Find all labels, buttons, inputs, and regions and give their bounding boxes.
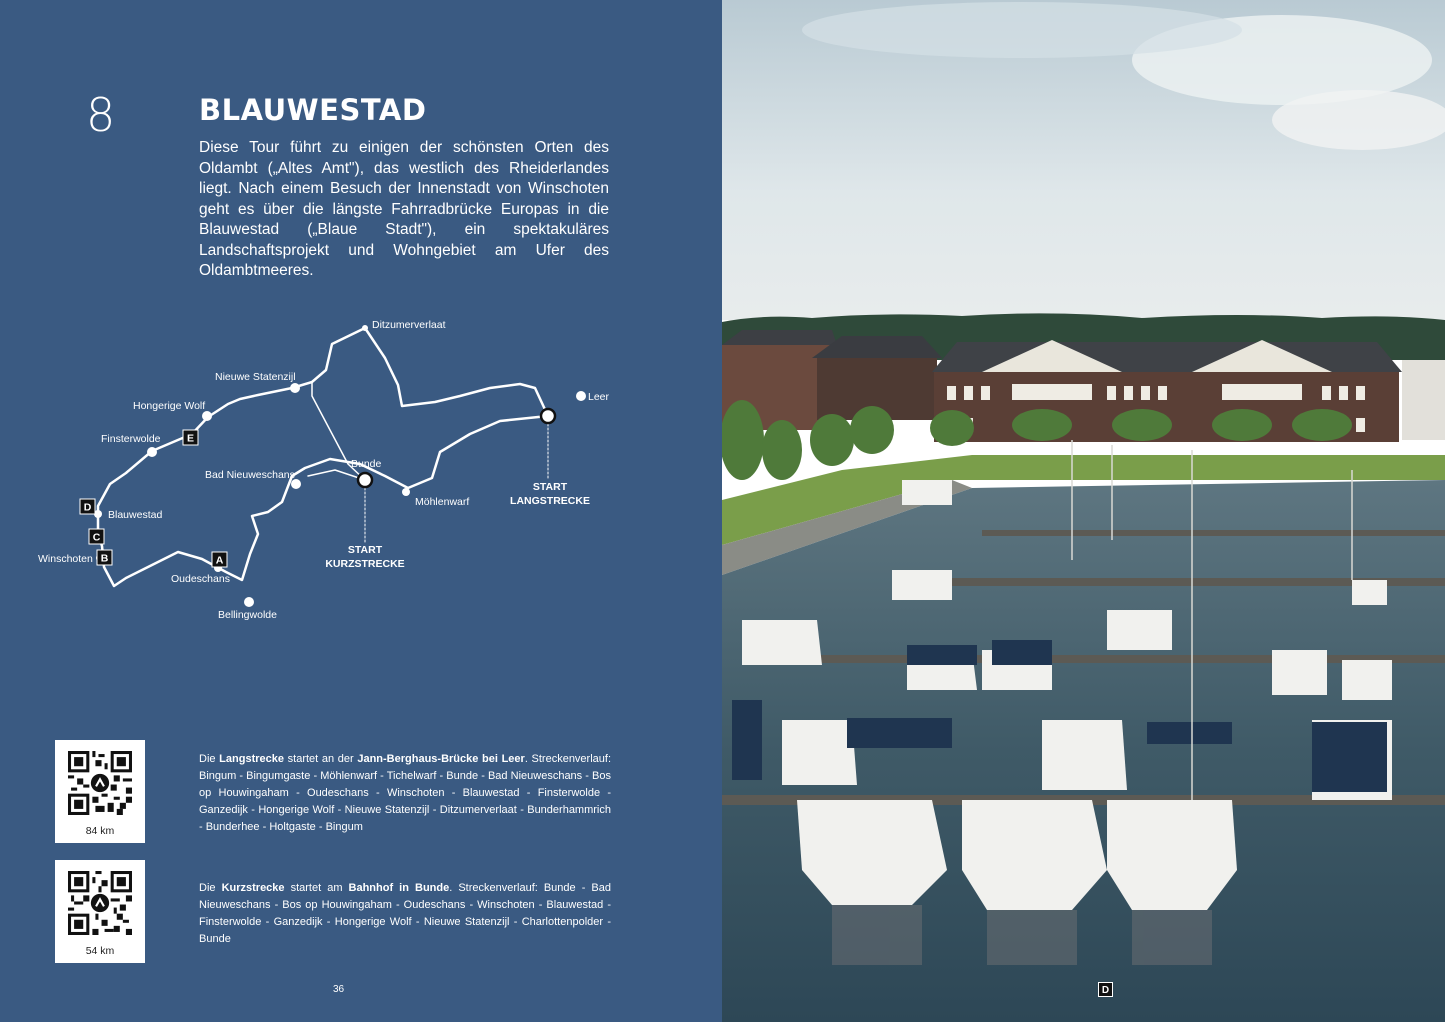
- label-oudeschans: Oudeschans: [171, 573, 230, 585]
- point-ditzumerverlaat: [362, 325, 368, 331]
- tour-number: 8: [86, 88, 116, 142]
- long-route-description: Die Langstrecke startet an der Jann-Berghaus-Brücke bei Leer. Streckenverlauf: Bingum - Bingumgaste - Möhlenwarf - Tichelwarf - Bunde - Bad Nieuweschans - Bos op Houwingaham - Oudeschans - Winschoten - Blauwestad - Finsterwolde - Ganzedijk - Hongerige Wolf - Nieuwe Statenzijl - Ditzumerverlaat - Bunderhammrich - Bunderhee - Holtgaste - Bingum: [199, 753, 612, 833]
- marker-d: D: [83, 501, 92, 514]
- label-finsterwolde: Finsterwolde: [101, 433, 161, 445]
- label-ditzumerverlaat: Ditzumerverlaat: [372, 319, 446, 331]
- marker-a: A: [215, 554, 224, 567]
- label-winschoten: Winschoten: [38, 553, 93, 565]
- label-nieuwe-statenzijl: Nieuwe Statenzijl: [215, 371, 296, 383]
- point-nieuwe-statenzijl: [290, 383, 300, 393]
- qr-card-short[interactable]: [55, 860, 145, 963]
- point-hongerige-wolf: [202, 411, 212, 421]
- start-long-point: [541, 409, 555, 423]
- qr-code-icon[interactable]: [68, 871, 132, 935]
- label-blauwestad: Blauwestad: [108, 509, 163, 521]
- start-short-label-1: START: [347, 544, 383, 556]
- short-route-start: Bahnhof in Bunde: [348, 882, 450, 894]
- marker-c: C: [92, 531, 101, 544]
- long-route-km: 84 km: [85, 825, 115, 837]
- marker-e: E: [186, 432, 195, 445]
- label-bellingwolde: Bellingwolde: [218, 609, 277, 621]
- marina-illustration: [722, 0, 1445, 1022]
- short-route-name: Kurzstrecke: [221, 882, 285, 894]
- start-short-point: [358, 473, 372, 487]
- marker-b: B: [100, 552, 109, 565]
- left-page: [0, 0, 722, 1022]
- short-route-km: 54 km: [85, 945, 115, 957]
- point-moehlenwarf: [402, 488, 410, 496]
- long-route-line: [98, 328, 548, 586]
- label-moehlenwarf: Möhlenwarf: [415, 496, 470, 508]
- start-short-label-2: KURZSTRECKE: [325, 558, 405, 570]
- start-long-label-2: LANGSTRECKE: [510, 495, 590, 507]
- point-leer: [576, 391, 586, 401]
- point-bellingwolde: [244, 597, 254, 607]
- short-route-description: Die Kurzstrecke startet am Bahnhof in Bunde. Streckenverlauf: Bunde - Bad Nieuweschans - Bos op Houwingaham - Oudeschans - Winschoten - Blauwestad - Finsterwolde - Ganzedijk - Hongerige Wolf - Nieuwe Statenzijl - Charlottenpolder - Bunde: [199, 882, 611, 945]
- route-map: [30, 310, 630, 640]
- marina-photo: [722, 0, 1445, 1022]
- qr-card-long[interactable]: [55, 740, 145, 843]
- page-number: 36: [333, 984, 345, 995]
- label-bad-nieuweschans: Bad Nieuweschans: [205, 469, 295, 481]
- point-finsterwolde: [147, 447, 157, 457]
- label-bunde: Bunde: [351, 458, 382, 470]
- long-route-name: Langstrecke: [219, 753, 284, 765]
- start-long-label-1: START: [532, 481, 568, 493]
- tour-title: BLAUWESTAD: [199, 93, 427, 127]
- tour-intro: Diese Tour führt zu einigen der schönsten Orten des Oldambt („Altes Amt"), das westlich des Rheiderlandes liegt. Nach einem Besuch der Innenstadt von Winschoten geht es über die längste Fahrradbrücke Europas in die Blauwestad („Blaue Stadt"), ein spektakuläres Landschaftsprojekt und Wohngebiet am Ufer des Oldambtmeeres.: [199, 139, 609, 279]
- photo-marker-d: D: [1098, 982, 1113, 997]
- long-route-start: Jann-Berghaus-Brücke bei Leer: [357, 753, 525, 765]
- label-hongerige-wolf: Hongerige Wolf: [133, 400, 206, 412]
- label-leer: Leer: [588, 391, 610, 403]
- qr-code-icon[interactable]: [68, 751, 132, 815]
- map-labels: [38, 319, 610, 621]
